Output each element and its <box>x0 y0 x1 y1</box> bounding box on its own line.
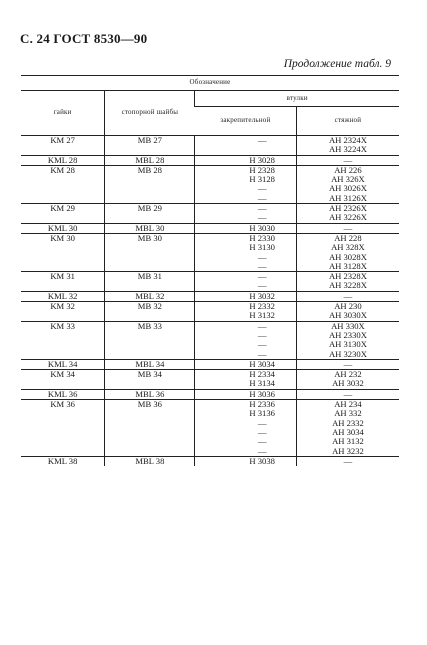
pulling-sleeve-column-header: стяжной <box>296 107 399 136</box>
pulling-sleeve-value: AH 226 <box>334 164 362 175</box>
table-row <box>21 291 399 301</box>
table-row <box>21 359 399 369</box>
nut-value: KML 28 <box>47 154 78 165</box>
nut-cell <box>21 136 105 156</box>
nut-value: KML 36 <box>47 388 78 399</box>
fixing-sleeve-cell <box>195 370 296 390</box>
designation-header: Обозначение <box>21 76 399 91</box>
fixing-sleeve-value: H 3134 <box>249 378 275 389</box>
table-continuation-label: Продолжение табл. 9 <box>283 58 391 70</box>
fixing-sleeve-cell <box>195 204 296 224</box>
nut-cell <box>21 272 105 292</box>
nut-cell <box>21 456 105 466</box>
washer-value: MBL 30 <box>135 222 165 233</box>
washer-value: MBL 32 <box>135 290 165 301</box>
fixing-sleeve-value: — <box>257 135 267 145</box>
fixing-sleeve-value: H 3136 <box>249 408 275 419</box>
fixing-sleeve-value: — <box>257 445 267 456</box>
pulling-sleeve-value: AH 3232 <box>332 445 364 456</box>
table-row <box>21 370 399 390</box>
fixing-sleeve-value: — <box>257 260 267 271</box>
nut-cell <box>21 165 105 203</box>
pulling-sleeve-cell <box>296 291 399 301</box>
pulling-sleeve-value: — <box>343 290 353 301</box>
pulling-sleeve-value: AH 3132 <box>332 436 364 447</box>
nut-value: KM 34 <box>50 369 75 380</box>
washer-cell <box>105 291 195 301</box>
pulling-sleeve-value: AH 2328X <box>328 271 367 282</box>
nut-cell <box>21 389 105 399</box>
table-row <box>21 302 399 322</box>
washer-value: MB 33 <box>137 320 162 331</box>
pulling-sleeve-value: AH 3130X <box>328 339 367 350</box>
table-row <box>21 233 399 271</box>
nut-value: KML 30 <box>47 222 78 233</box>
fixing-sleeve-cell <box>195 456 296 466</box>
pulling-sleeve-cell <box>296 321 399 359</box>
washer-cell <box>105 165 195 203</box>
nut-value: KM 30 <box>50 232 75 243</box>
nut-cell <box>21 233 105 271</box>
washer-value: MBL 34 <box>135 358 165 369</box>
page-header: С. 24 ГОСТ 8530—90 <box>20 31 148 46</box>
fixing-sleeve-value: H 3038 <box>249 455 275 466</box>
nut-value: KM 29 <box>50 203 75 214</box>
nut-cell <box>21 204 105 224</box>
fixing-sleeve-cell <box>195 321 296 359</box>
fixing-sleeve-value: — <box>257 271 267 282</box>
table-row <box>21 456 399 466</box>
pulling-sleeve-value: AH 2330X <box>328 329 367 340</box>
pulling-sleeve-value: AH 332 <box>334 408 362 419</box>
fixing-sleeve-value: — <box>257 192 267 203</box>
washer-cell <box>105 272 195 292</box>
fixing-sleeve-cell <box>195 400 296 457</box>
pulling-sleeve-value: AH 3126X <box>328 192 367 203</box>
nut-cell <box>21 291 105 301</box>
fixing-sleeve-value: H 3030 <box>249 222 275 233</box>
fixing-sleeve-cell <box>195 359 296 369</box>
fixing-sleeve-value: — <box>257 436 267 447</box>
pulling-sleeve-value: — <box>343 358 353 369</box>
pulling-sleeve-value: AH 3224X <box>328 144 367 155</box>
pulling-sleeve-cell <box>296 272 399 292</box>
washer-value: MB 28 <box>137 164 162 175</box>
pulling-sleeve-value: AH 2326X <box>328 203 367 214</box>
pulling-sleeve-cell <box>296 400 399 457</box>
pulling-sleeve-value: AH 326X <box>331 174 365 185</box>
washer-column-header: стопорной шайбы <box>105 91 195 136</box>
washer-value: MB 27 <box>137 135 162 145</box>
table-body <box>21 136 399 467</box>
pulling-sleeve-value: — <box>343 154 353 165</box>
washer-cell <box>105 233 195 271</box>
fixing-sleeve-value: H 3132 <box>249 310 275 321</box>
fixing-sleeve-cell <box>195 291 296 301</box>
fixing-sleeve-value: H 3128 <box>249 174 275 185</box>
pulling-sleeve-cell <box>296 233 399 271</box>
nut-cell <box>21 302 105 322</box>
fixing-sleeve-cell <box>195 272 296 292</box>
fixing-sleeve-value: — <box>257 212 267 223</box>
pulling-sleeve-value: AH 230 <box>334 301 362 312</box>
pulling-sleeve-cell <box>296 359 399 369</box>
fixing-sleeve-value: H 2328 <box>249 164 275 175</box>
nut-value: KM 31 <box>50 271 75 282</box>
pulling-sleeve-value: AH 3030X <box>328 310 367 321</box>
fixing-sleeve-value: — <box>257 251 267 262</box>
pulling-sleeve-cell <box>296 456 399 466</box>
nut-column-header: гайки <box>21 91 105 136</box>
pulling-sleeve-value: AH 234 <box>334 399 362 410</box>
fixing-sleeve-value: — <box>257 417 267 428</box>
designation-table <box>21 75 399 466</box>
nut-cell <box>21 370 105 390</box>
washer-value: MBL 36 <box>135 388 165 399</box>
pulling-sleeve-value: AH 3228X <box>328 280 367 291</box>
washer-cell <box>105 223 195 233</box>
washer-value: MB 30 <box>137 232 162 243</box>
table-row <box>21 136 399 156</box>
table-row <box>21 389 399 399</box>
fixing-sleeve-value: — <box>257 183 267 194</box>
table-row <box>21 155 399 165</box>
fixing-sleeve-cell <box>195 136 296 156</box>
fixing-sleeve-cell <box>195 223 296 233</box>
fixing-sleeve-value: — <box>257 339 267 350</box>
pulling-sleeve-value: — <box>343 222 353 233</box>
fixing-sleeve-value: — <box>257 426 267 437</box>
washer-cell <box>105 321 195 359</box>
fixing-sleeve-cell <box>195 389 296 399</box>
fixing-sleeve-cell <box>195 155 296 165</box>
washer-cell <box>105 359 195 369</box>
pulling-sleeve-value: AH 3226X <box>328 212 367 223</box>
fixing-sleeve-cell <box>195 302 296 322</box>
washer-cell <box>105 456 195 466</box>
washer-cell <box>105 155 195 165</box>
pulling-sleeve-value: AH 3032 <box>332 378 364 389</box>
table-row <box>21 165 399 203</box>
table-row <box>21 223 399 233</box>
fixing-sleeve-column-header: закрепительной <box>195 107 296 136</box>
nut-value: KML 34 <box>47 358 78 369</box>
nut-value: KM 32 <box>50 301 75 312</box>
fixing-sleeve-value: H 3032 <box>249 290 275 301</box>
nut-cell <box>21 321 105 359</box>
washer-value: MBL 38 <box>135 455 165 466</box>
washer-cell <box>105 136 195 156</box>
fixing-sleeve-value: H 2330 <box>249 232 275 243</box>
pulling-sleeve-value: AH 2332 <box>332 417 364 428</box>
pulling-sleeve-value: AH 228 <box>334 232 362 243</box>
washer-value: MB 34 <box>137 369 162 380</box>
fixing-sleeve-value: — <box>257 348 267 359</box>
sleeves-group-header: втулки <box>195 91 399 107</box>
fixing-sleeve-cell <box>195 165 296 203</box>
pulling-sleeve-cell <box>296 389 399 399</box>
washer-cell <box>105 400 195 457</box>
fixing-sleeve-value: — <box>257 320 267 331</box>
nut-value: KM 28 <box>50 164 75 175</box>
pulling-sleeve-cell <box>296 204 399 224</box>
washer-cell <box>105 302 195 322</box>
nut-cell <box>21 359 105 369</box>
table-row <box>21 204 399 224</box>
fixing-sleeve-cell <box>195 233 296 271</box>
fixing-sleeve-value: — <box>257 280 267 291</box>
fixing-sleeve-value: H 2336 <box>249 399 275 410</box>
fixing-sleeve-value: H 2332 <box>249 301 275 312</box>
fixing-sleeve-value: — <box>257 329 267 340</box>
fixing-sleeve-value: H 3034 <box>249 358 275 369</box>
nut-cell <box>21 223 105 233</box>
fixing-sleeve-value: H 3036 <box>249 388 275 399</box>
pulling-sleeve-value: AH 3034 <box>332 426 364 437</box>
fixing-sleeve-value: H 3028 <box>249 154 275 165</box>
nut-value: KM 27 <box>50 135 75 145</box>
table-row <box>21 400 399 457</box>
pulling-sleeve-cell <box>296 165 399 203</box>
nut-value: KM 36 <box>50 399 75 410</box>
pulling-sleeve-value: — <box>343 388 353 399</box>
nut-value: KML 38 <box>47 455 78 466</box>
pulling-sleeve-cell <box>296 223 399 233</box>
nut-value: KM 33 <box>50 320 75 331</box>
fixing-sleeve-value: H 2334 <box>249 369 275 380</box>
fixing-sleeve-value: — <box>257 203 267 214</box>
pulling-sleeve-value: AH 3028X <box>328 251 367 262</box>
pulling-sleeve-cell <box>296 302 399 322</box>
nut-cell <box>21 400 105 457</box>
pulling-sleeve-cell <box>296 136 399 156</box>
washer-cell <box>105 370 195 390</box>
washer-value: MB 31 <box>137 271 162 282</box>
nut-value: KML 32 <box>47 290 78 301</box>
table-row <box>21 272 399 292</box>
pulling-sleeve-value: AH 232 <box>334 369 362 380</box>
washer-cell <box>105 204 195 224</box>
pulling-sleeve-value: AH 3230X <box>328 348 367 359</box>
table-row <box>21 321 399 359</box>
pulling-sleeve-value: AH 3128X <box>328 260 367 271</box>
pulling-sleeve-value: — <box>343 455 353 466</box>
washer-value: MB 29 <box>137 203 162 214</box>
pulling-sleeve-value: AH 3026X <box>328 183 367 194</box>
pulling-sleeve-value: AH 330X <box>331 320 365 331</box>
pulling-sleeve-cell <box>296 370 399 390</box>
fixing-sleeve-value: H 3130 <box>249 242 275 253</box>
nut-cell <box>21 155 105 165</box>
washer-value: MBL 28 <box>135 154 165 165</box>
pulling-sleeve-value: AH 2324X <box>328 135 367 145</box>
pulling-sleeve-cell <box>296 155 399 165</box>
washer-value: MB 32 <box>137 301 162 312</box>
washer-value: MB 36 <box>137 399 162 410</box>
pulling-sleeve-value: AH 328X <box>331 242 365 253</box>
washer-cell <box>105 389 195 399</box>
